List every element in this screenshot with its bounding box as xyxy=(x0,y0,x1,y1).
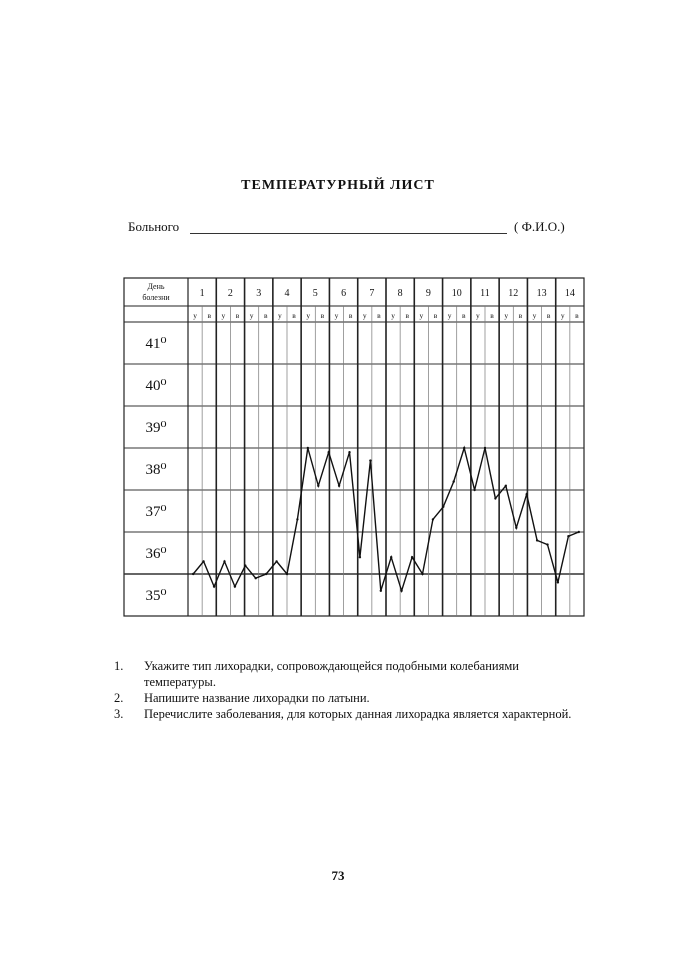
temperature-data-point xyxy=(567,535,569,537)
temperature-axis-label: 41⁰ xyxy=(145,336,167,352)
time-of-day-label: в xyxy=(320,311,325,320)
temperature-data-point xyxy=(557,581,559,583)
temperature-data-point xyxy=(421,573,423,575)
time-of-day-label: в xyxy=(292,311,296,320)
question-item xyxy=(114,690,594,706)
temperature-data-point xyxy=(463,447,465,449)
day-number-label: 8 xyxy=(397,288,403,299)
time-of-day-label: у xyxy=(391,311,395,320)
temperature-data-point xyxy=(453,480,455,482)
temperature-data-point xyxy=(515,527,517,529)
time-of-day-label: у xyxy=(362,311,367,320)
time-of-day-label: в xyxy=(348,311,353,320)
day-number-label: 2 xyxy=(227,288,233,299)
temperature-data-point xyxy=(265,573,267,575)
time-of-day-label: у xyxy=(334,311,339,320)
temperature-data-point xyxy=(202,560,204,562)
temperature-data-point xyxy=(328,451,330,453)
question-text: Укажите тип лихорадки, сопровождающейся подобными колебаниями температуры. xyxy=(144,659,519,689)
temperature-data-point xyxy=(317,485,319,487)
day-number-label: 6 xyxy=(341,288,347,299)
temperature-axis-label: 37⁰ xyxy=(145,504,167,520)
temperature-data-point xyxy=(473,489,475,491)
temperature-data-point xyxy=(390,556,392,558)
day-number-label: 10 xyxy=(451,288,462,299)
day-number-label: 12 xyxy=(508,288,519,299)
temperature-data-point xyxy=(359,556,361,558)
day-number-label: 9 xyxy=(425,288,431,299)
time-of-day-label: у xyxy=(278,311,282,320)
time-of-day-label: у xyxy=(221,311,226,320)
day-header-label: болезни xyxy=(142,293,170,302)
temperature-data-point xyxy=(213,585,215,587)
question-list xyxy=(114,658,594,722)
time-of-day-label: у xyxy=(306,311,311,320)
time-of-day-label: в xyxy=(264,311,268,320)
time-of-day-label: у xyxy=(249,311,254,320)
time-of-day-label: у xyxy=(504,311,509,320)
question-number: 1. xyxy=(114,659,124,673)
temperature-data-point xyxy=(369,459,371,461)
temperature-data-point xyxy=(244,564,246,566)
temperature-data-point xyxy=(578,531,580,533)
time-of-day-label: у xyxy=(476,311,480,320)
temperature-data-point xyxy=(494,497,496,499)
time-of-day-label: в xyxy=(490,311,494,320)
temperature-data-point xyxy=(546,543,548,545)
temperature-data-point xyxy=(505,485,507,487)
temperature-data-point xyxy=(442,506,444,508)
temperature-data-point xyxy=(380,590,382,592)
time-of-day-label: в xyxy=(575,311,579,320)
day-header-label: День xyxy=(147,282,165,291)
question-number: 3. xyxy=(114,707,124,721)
time-of-day-label: в xyxy=(546,311,551,320)
time-of-day-label: в xyxy=(433,311,438,320)
patient-fio-label: ( Ф.И.О.) xyxy=(514,219,565,234)
temperature-data-point xyxy=(234,585,236,587)
time-of-day-label: в xyxy=(377,311,381,320)
time-of-day-label: у xyxy=(193,311,197,320)
page-title: ТЕМПЕРАТУРНЫЙ ЛИСТ xyxy=(241,178,435,193)
time-of-day-label: в xyxy=(462,311,466,320)
temperature-data-point xyxy=(400,590,402,592)
day-number-label: 7 xyxy=(369,288,375,299)
question-number: 2. xyxy=(114,691,124,705)
temperature-data-point xyxy=(536,539,538,541)
temperature-data-point xyxy=(275,560,277,562)
temperature-data-point xyxy=(432,518,434,520)
question-item xyxy=(114,658,594,690)
day-number-label: 3 xyxy=(256,288,262,299)
temperature-axis-label: 35⁰ xyxy=(145,588,167,604)
patient-label: Больного xyxy=(128,219,180,234)
time-of-day-label: у xyxy=(447,311,452,320)
temperature-axis-label: 36⁰ xyxy=(145,546,167,562)
temperature-data-point xyxy=(192,573,194,575)
time-of-day-label: у xyxy=(419,311,424,320)
day-number-label: 1 xyxy=(199,288,205,299)
temperature-data-point xyxy=(307,447,309,449)
time-of-day-label: в xyxy=(518,311,523,320)
temperature-axis-label: 38⁰ xyxy=(145,462,167,478)
day-number-label: 4 xyxy=(284,288,290,299)
temperature-data-point xyxy=(526,493,528,495)
time-of-day-label: в xyxy=(235,311,240,320)
time-of-day-label: в xyxy=(207,311,211,320)
temperature-data-point xyxy=(411,556,413,558)
temperature-data-point xyxy=(286,573,288,575)
day-number-label: 14 xyxy=(564,288,575,299)
temperature-data-point xyxy=(296,518,298,520)
question-text: Перечислите заболевания, для которых данная лихорадка является характерной. xyxy=(144,707,572,721)
chart-frame xyxy=(124,278,584,616)
time-of-day-label: у xyxy=(560,311,565,320)
time-of-day-label: у xyxy=(532,311,537,320)
temperature-data-point xyxy=(223,560,225,562)
temperature-data-point xyxy=(255,577,257,579)
temperature-data-point xyxy=(484,447,486,449)
temperature-axis-label: 39⁰ xyxy=(145,420,167,436)
day-number-label: 11 xyxy=(480,288,490,299)
page-number: 73 xyxy=(331,868,345,883)
question-item xyxy=(114,706,594,722)
temperature-data-point xyxy=(348,451,350,453)
day-number-label: 13 xyxy=(536,288,547,299)
temperature-axis-label: 40⁰ xyxy=(145,378,167,394)
question-text: Напишите название лихорадки по латыни. xyxy=(144,691,370,705)
day-number-label: 5 xyxy=(312,288,318,299)
temperature-data-point xyxy=(338,485,340,487)
time-of-day-label: в xyxy=(405,311,409,320)
